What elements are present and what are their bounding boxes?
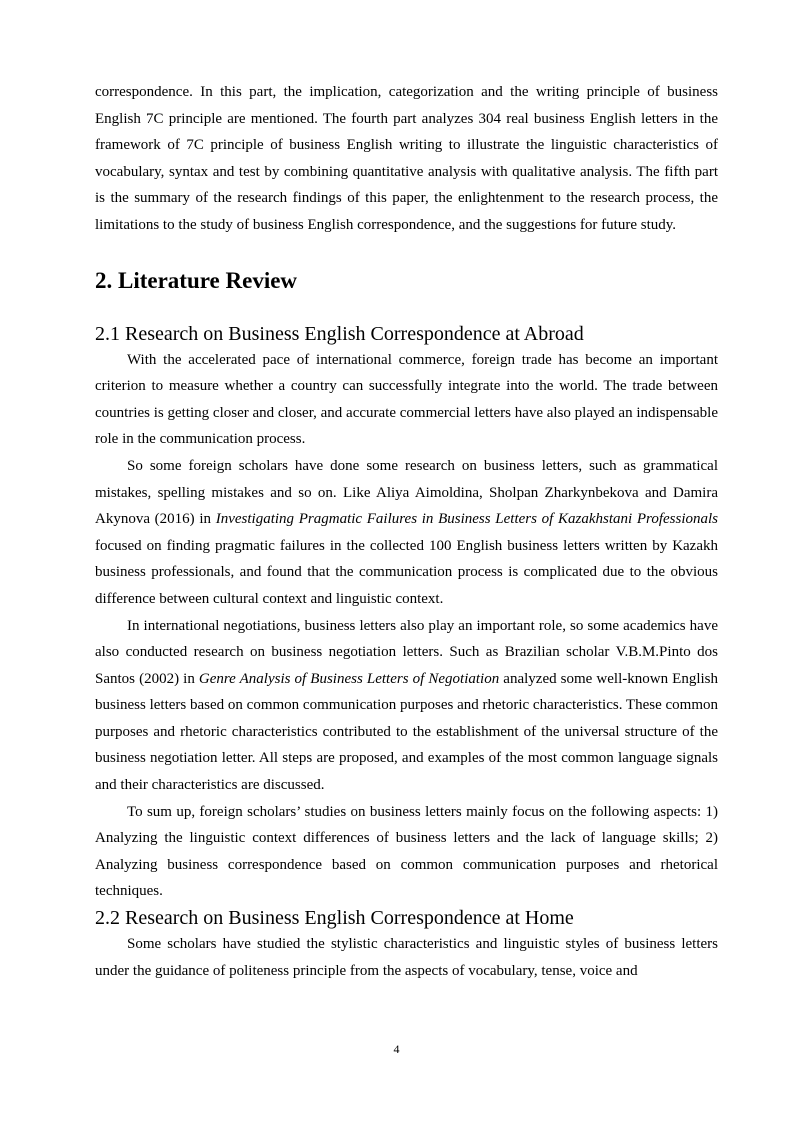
cited-title: Genre Analysis of Business Letters of Negotiation <box>198 670 500 687</box>
subsection-heading-home: 2.2 Research on Business English Correspondence at Home <box>95 907 574 930</box>
paragraph-text: So some foreign scholars have done some research on business letters, such as grammatical mistakes, spelling mistakes and so on. Like Aliya Aimoldina, Sholpan Zharkynbekova and Damira Akynova (2016) in <box>95 457 718 528</box>
page-body <box>95 79 718 984</box>
subsection-heading-abroad: 2.1 Research on Business English Correspondence at Abroad <box>95 322 584 345</box>
paragraph-text: analyzed some well-known English business letters based on common communication purposes and rhetoric characteristics. These common purposes and rhetoric characteristics contributed to the establishment of the universal structure of the business negotiation letter. All steps are proposed, and examples of the most common language signals and their characteristics are discussed. <box>95 670 718 794</box>
paragraph-abroad-2 <box>95 453 718 613</box>
paragraph-abroad-1: With the accelerated pace of international commerce, foreign trade has become an important criterion to measure whether a country can successfully integrate into the world. The trade between countries is getting closer and closer, and accurate commercial letters have also played an indispensable role in the communication process. <box>95 351 718 448</box>
cited-title: Investigating Pragmatic Failures in Business Letters of Kazakhstani Professionals <box>215 511 718 528</box>
paragraph-text: focused on finding pragmatic failures in the collected 100 English business letters written by Kazakh business professionals, and found that the communication process is complicated due to the obvious difference between cultural context and linguistic context. <box>95 537 718 607</box>
paragraph-text: In international negotiations, business letters also play an important role, so some academics have also conducted research on business negotiation letters. Such as Brazilian scholar V.B.M.Pinto dos Santos (2002) in <box>95 617 718 687</box>
paragraph-home-1: Some scholars have studied the stylistic characteristics and linguistic styles of business letters under the guidance of politeness principle from the aspects of vocabulary, tense, voice and <box>95 936 718 979</box>
page-number: 4 <box>393 1042 400 1056</box>
intro-paragraph: correspondence. In this part, the implication, categorization and the writing principle of business English 7C principle are mentioned. The fourth part analyzes 304 real business English letters in the framework of 7C principle of business English writing to illustrate the linguistic characteristics of vocabulary, syntax and test by combining quantitative analysis with qualitative analysis. The fifth part is the summary of the research findings of this paper, the enlightenment to the research process, the limitations to the study of business English correspondence, and the suggestions for future study. <box>95 84 718 233</box>
paragraph-abroad-3 <box>95 613 718 799</box>
paragraph-abroad-summary: To sum up, foreign scholars’ studies on business letters mainly focus on the following aspects: 1) Analyzing the linguistic context differences of business letters and the lack of language skills; 2) Analyzing business correspondence based on common communication purposes and rhetorical techniques. <box>95 803 718 900</box>
section-heading-literature-review: 2. Literature Review <box>95 267 298 293</box>
